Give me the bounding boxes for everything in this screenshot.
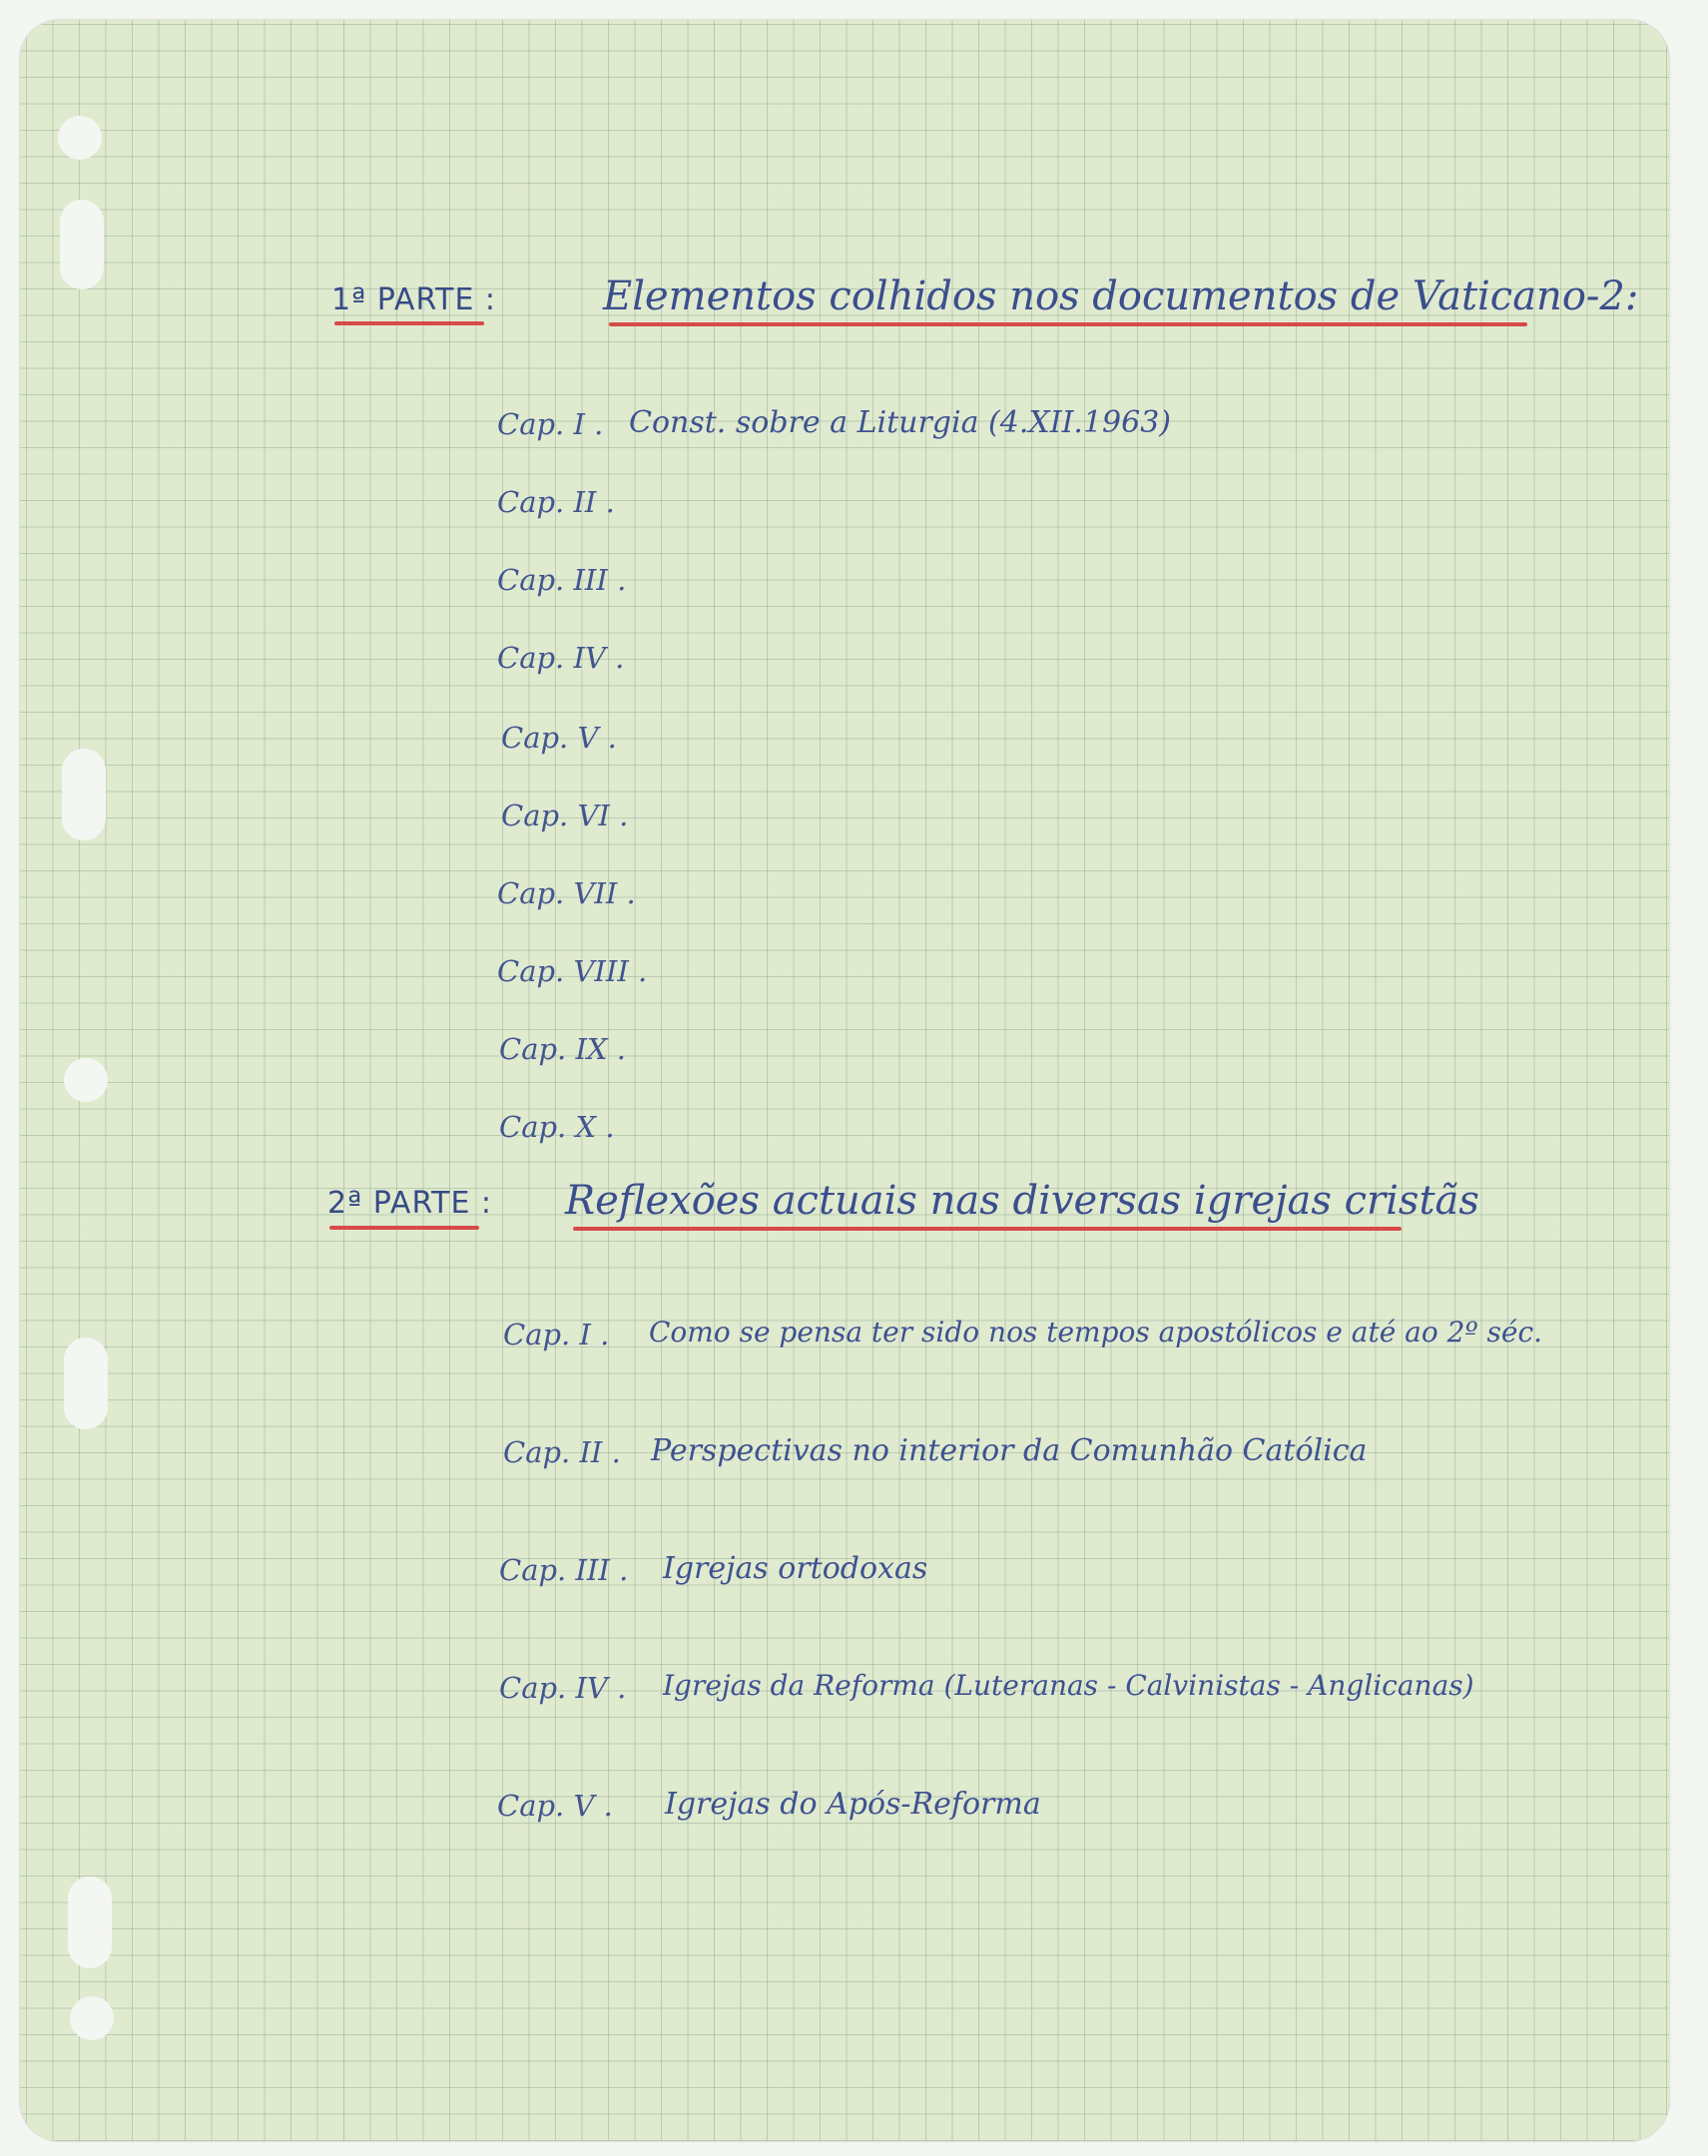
- part2-cap-4-title: Igrejas da Reforma (Luteranas - Calvinistas - Anglicanas): [663, 1669, 1474, 1702]
- part2-title: Reflexões actuais nas diversas igrejas cristãs: [565, 1178, 1479, 1224]
- binder-hole: [62, 749, 106, 840]
- part2-cap-5: Cap. V .: [497, 1789, 613, 1823]
- binder-hole: [60, 200, 104, 289]
- part2-label: 2ª PARTE :: [327, 1186, 493, 1221]
- part1-cap-4: Cap. IV .: [497, 641, 625, 675]
- binder-hole: [70, 1996, 114, 2040]
- binder-hole: [68, 1877, 112, 1968]
- part1-label-underline: [334, 321, 484, 325]
- part2-cap-3: Cap. III .: [499, 1553, 629, 1587]
- part1-title: Elementos colhidos nos documentos de Vaticano-2:: [603, 273, 1639, 319]
- part2-cap-5-title: Igrejas do Após-Reforma: [665, 1787, 1041, 1822]
- part2-cap-1: Cap. I .: [503, 1318, 610, 1351]
- part1-title-underline: [609, 322, 1527, 326]
- part1-cap-7: Cap. VII .: [497, 876, 636, 910]
- part1-cap-2: Cap. II .: [497, 485, 615, 519]
- binder-hole: [58, 116, 102, 160]
- part2-cap-3-title: Igrejas ortodoxas: [663, 1551, 928, 1586]
- part2-title-underline: [573, 1227, 1402, 1231]
- part1-cap-3: Cap. III .: [497, 563, 627, 597]
- part2-cap-4: Cap. IV .: [499, 1671, 627, 1705]
- binder-hole: [64, 1058, 108, 1102]
- notebook-page: [20, 20, 1669, 2141]
- part2-cap-2: Cap. II .: [503, 1435, 621, 1469]
- part1-cap-5: Cap. V .: [501, 721, 617, 755]
- part1-cap-8: Cap. VIII .: [497, 954, 648, 988]
- part1-cap-1-title: Const. sobre a Liturgia (4.XII.1963): [629, 405, 1172, 440]
- part1-cap-10: Cap. X .: [499, 1110, 615, 1144]
- part2-cap-2-title: Perspectivas no interior da Comunhão Católica: [651, 1433, 1368, 1468]
- part2-cap-1-title: Como se pensa ter sido nos tempos apostólicos e até ao 2º séc.: [649, 1316, 1543, 1348]
- part1-cap-1: Cap. I .: [497, 407, 604, 441]
- part2-label-underline: [329, 1226, 479, 1230]
- part1-cap-6: Cap. VI .: [501, 799, 629, 832]
- part1-label: 1ª PARTE :: [331, 282, 497, 317]
- binder-hole: [64, 1338, 108, 1429]
- part1-cap-9: Cap. IX .: [499, 1032, 627, 1066]
